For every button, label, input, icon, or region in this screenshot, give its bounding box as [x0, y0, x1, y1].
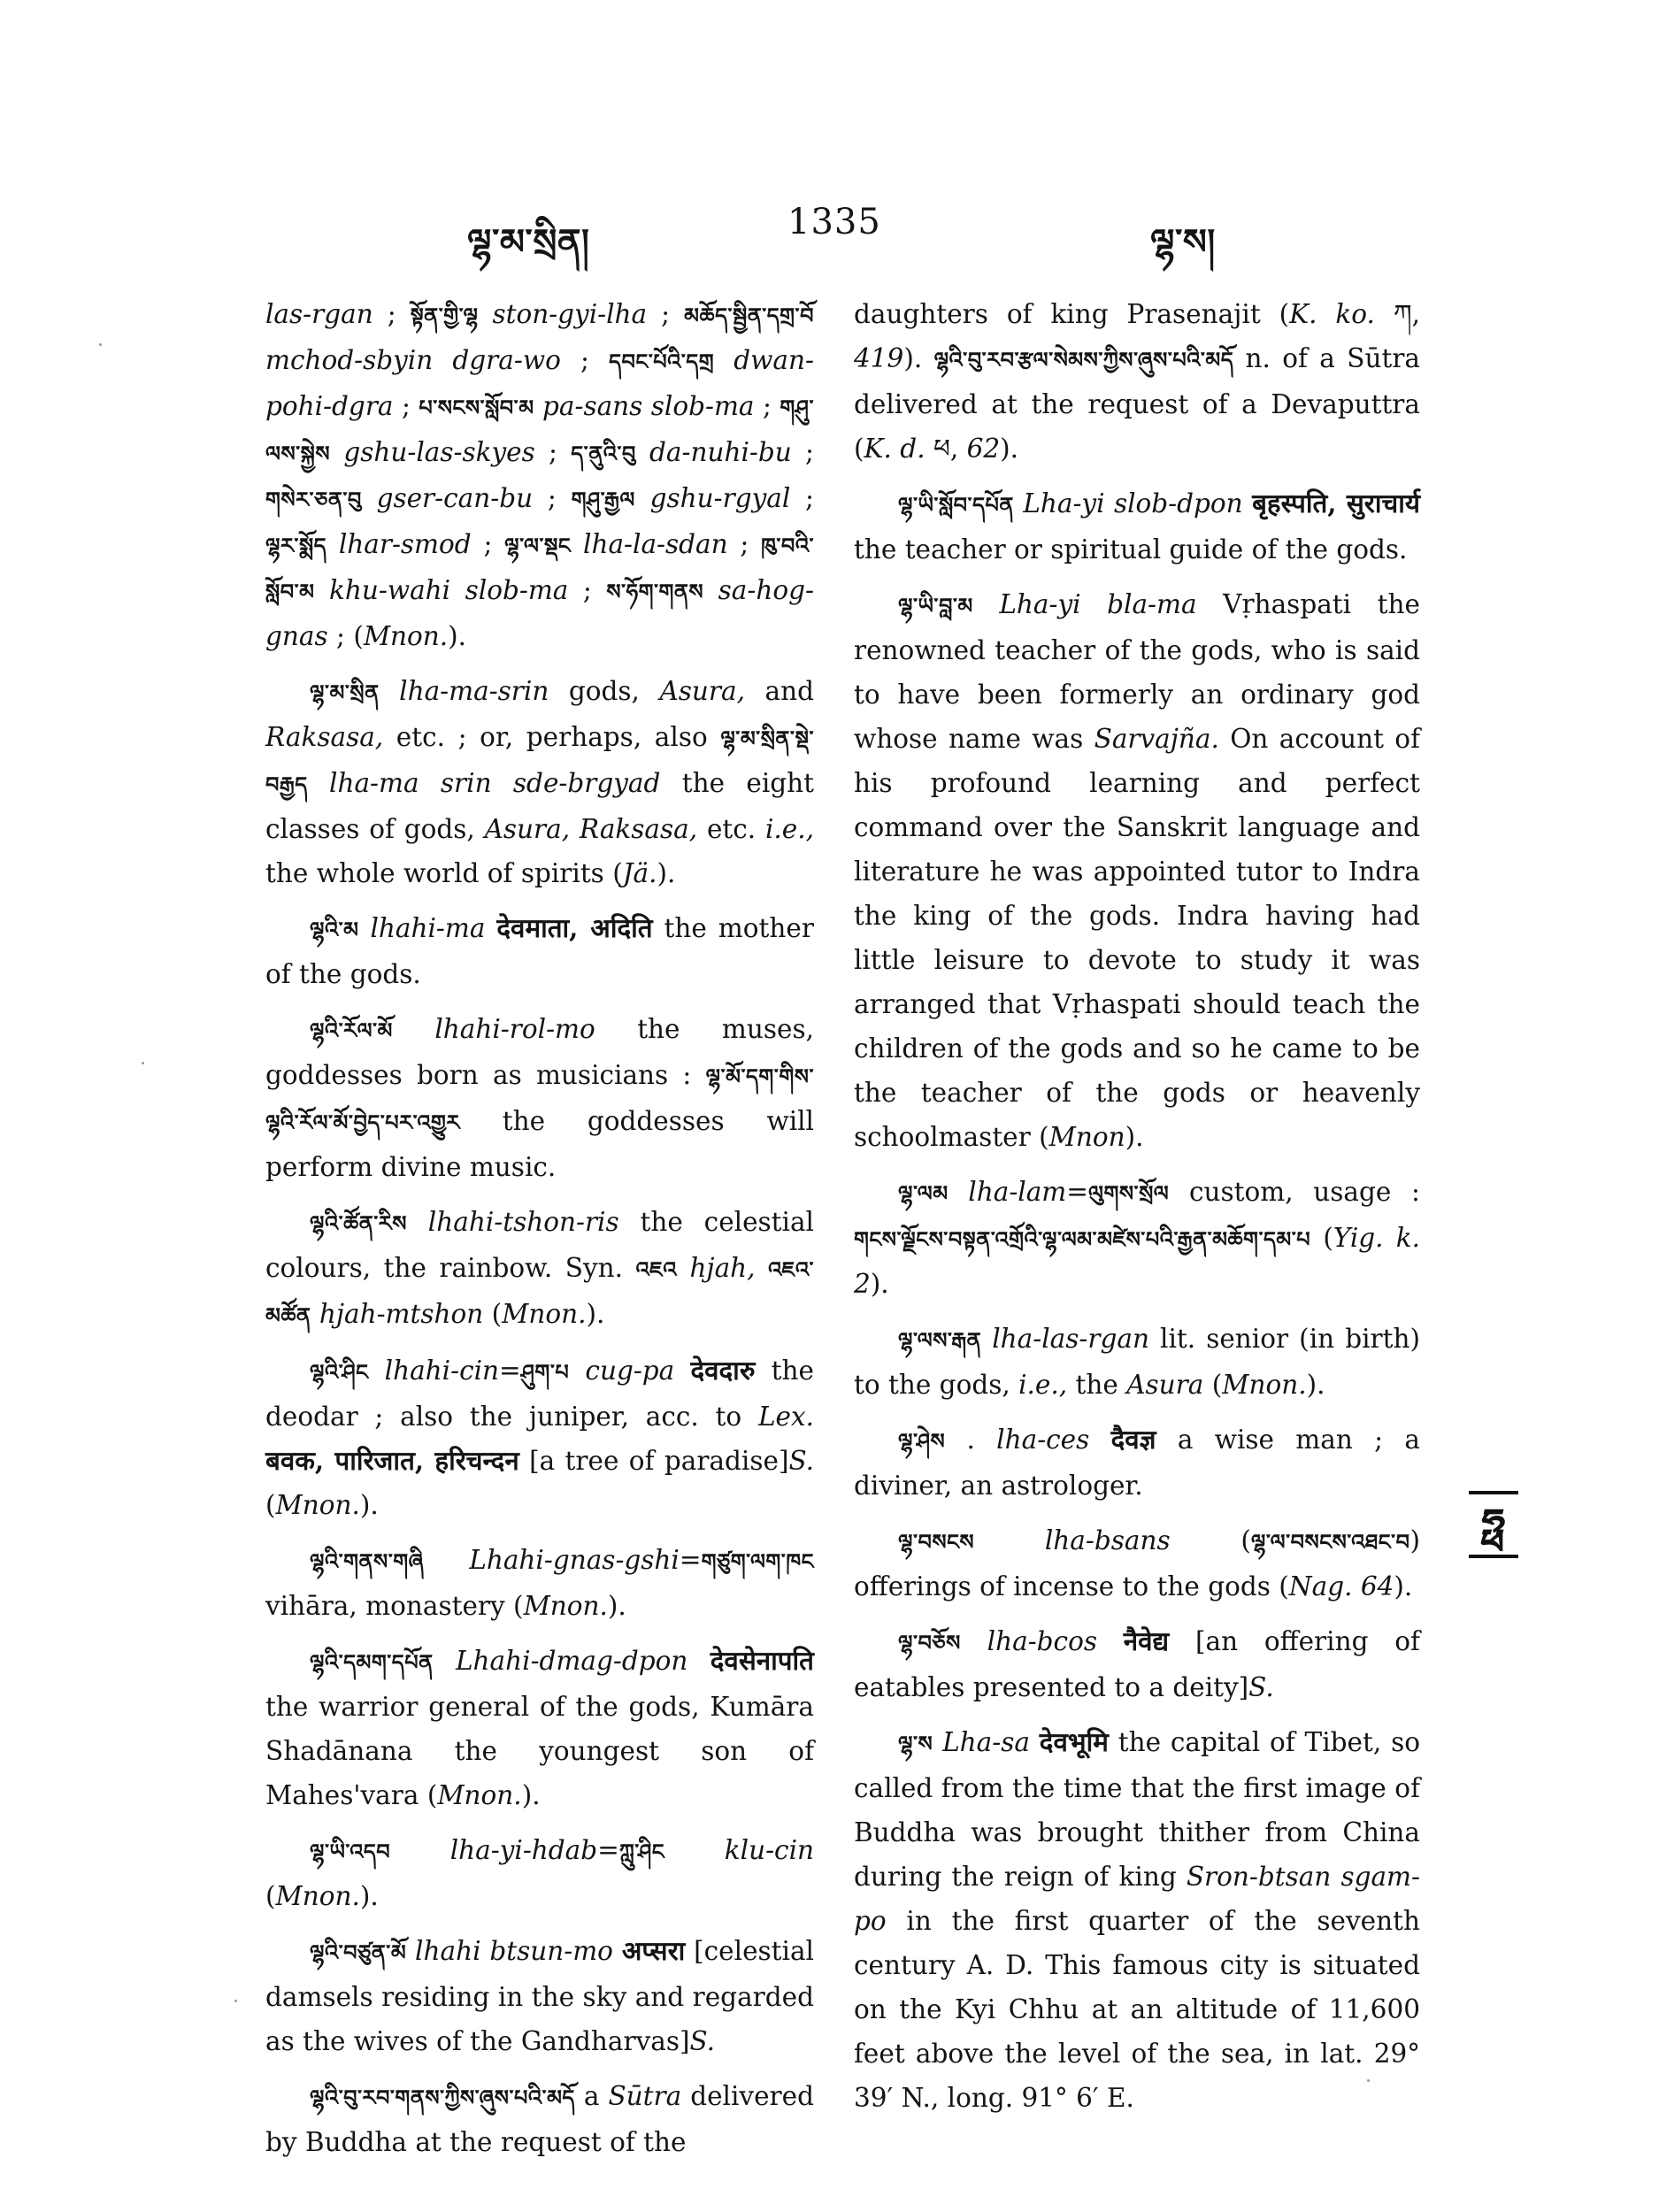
transliteration: Mnon.: [363, 621, 449, 651]
definition-text: ;: [754, 391, 780, 421]
definition-text: [368, 1356, 384, 1386]
definition-text: the warrior general of the gods, Kumāra Shadānana the youngest son of Mahes'vara (: [265, 1692, 814, 1810]
definition-text: custom, usage :: [1169, 1177, 1420, 1207]
definition-text: the goddesses will perform divine music.: [265, 1106, 814, 1182]
definition-text: (: [1170, 1525, 1251, 1555]
dictionary-entry: [265, 292, 814, 658]
sanskrit-term: बृहस्पति, सुराचार्य: [1252, 488, 1420, 518]
sanskrit-term: देवमाता, अदिति: [496, 912, 653, 943]
definition-text: the: [1067, 1370, 1127, 1400]
right-column: [854, 292, 1420, 2131]
definition-text: [534, 391, 542, 421]
transliteration: Sūtra: [608, 2081, 682, 2111]
transliteration: hjah-mtshon: [319, 1299, 484, 1329]
transliteration: ston-gyi-lha: [492, 299, 648, 329]
dictionary-entry: [854, 1170, 1420, 1306]
definition-text: the mother of the gods.: [265, 913, 814, 989]
definition-text: ;: [568, 575, 607, 605]
tibetan-headword: ས་ཧོག་གནས: [606, 580, 704, 604]
definition-text: (: [265, 1881, 276, 1911]
definition-text: ;: [471, 529, 505, 559]
definition-text: ).: [1306, 1370, 1325, 1400]
tibetan-headword: ལྷའི་དམག་དཔོན: [310, 1650, 434, 1675]
definition-text: gods,: [549, 676, 660, 706]
transliteration: gshu-las-skyes: [343, 437, 535, 467]
transliteration: Mnon: [1048, 1122, 1125, 1152]
definition-text: [311, 1299, 319, 1329]
definition-text: lit. senior (in birth) to the gods,: [854, 1324, 1420, 1400]
definition-text: [478, 299, 492, 329]
definition-text: [314, 575, 329, 605]
transliteration: Lha-yi bla-ma: [999, 589, 1197, 619]
definition-text: ).: [448, 621, 467, 651]
definition-text: ཀ,: [1374, 299, 1420, 329]
dictionary-entry: [854, 582, 1420, 1159]
tibetan-headword: ད་ནུའི་བུ: [571, 442, 636, 466]
definition-text: ) offerings of incense to the gods (: [854, 1525, 1420, 1601]
tibetan-headword: ལྷ་མོ་དག་གིས་ལྷའི་རོལ་མོ་བྱེད་པར་འགྱུར: [265, 1064, 814, 1135]
definition-text: (: [265, 1490, 276, 1520]
dictionary-entry: [854, 1518, 1420, 1609]
transliteration: lhahi-cin: [384, 1356, 500, 1386]
sanskrit-term: देवभूमि: [1039, 1726, 1109, 1757]
transliteration: Asura: [1126, 1370, 1204, 1400]
definition-text: ཕ,: [925, 434, 967, 464]
sanskrit-term: देवदारु: [690, 1355, 756, 1386]
dictionary-entry: [854, 1720, 1420, 2120]
transliteration: Mnon.: [437, 1780, 522, 1810]
transliteration: i.e.,: [764, 814, 815, 844]
transliteration: klu-cin: [724, 1835, 814, 1865]
definition-text: [569, 1356, 585, 1386]
transliteration: Asura,: [659, 676, 745, 706]
definition-text: (: [1310, 1223, 1333, 1253]
definition-text: [973, 589, 1000, 619]
dictionary-entry: [854, 1619, 1420, 1709]
definition-text: the teacher or spiritual guide of the gods.: [854, 534, 1408, 565]
definition-text: ;: [647, 299, 685, 329]
transliteration: Lha-yi slob-dpon: [1023, 488, 1243, 518]
tibetan-headword: ལྷ་བཅོས: [898, 1631, 961, 1655]
scan-speck: [99, 343, 102, 346]
tibetan-headword: མཆོད་སྦྱིན་དགྲ་བོ: [684, 303, 814, 328]
definition-text: in the first quarter of the seventh century A. D. This famous city is situated on the Kyi Chhu at an altitude of 11,600 feet above the level of the sea, in lat. 29° 39′ N., long. 91° 6′ E.: [854, 1906, 1420, 2113]
definition-text: .: [945, 1425, 997, 1455]
definition-text: (: [1203, 1370, 1223, 1400]
transliteration: Lhahi-gnas-gshi: [469, 1545, 680, 1575]
definition-text: [407, 1207, 428, 1237]
tibetan-headword: ལྷའི་མ: [310, 918, 359, 942]
transliteration: Raksasa,: [265, 722, 384, 752]
definition-text: [380, 676, 400, 706]
tibetan-headword: ལྷའི་བུ་རབ་གནས་ཀྱིས་ཞུས་པའི་མདོ: [310, 2085, 575, 2110]
definition-text: =: [679, 1545, 702, 1575]
definition-text: the deodar ; also the juniper, acc. to: [265, 1356, 814, 1432]
transliteration: S.: [689, 2026, 716, 2056]
definition-text: [1030, 1727, 1040, 1757]
transliteration: lha-ces: [996, 1425, 1090, 1455]
definition-text: [961, 1626, 987, 1656]
transliteration: las-rgan: [265, 299, 373, 329]
scan-speck: [234, 2000, 237, 2002]
definition-text: [a tree of paradise]: [518, 1446, 789, 1476]
transliteration: Lex.: [757, 1402, 814, 1432]
transliteration: Mnon.: [523, 1591, 608, 1621]
transliteration: Lhahi-dmag-dpon: [455, 1646, 688, 1676]
definition-text: [636, 437, 649, 467]
definition-text: ; (: [327, 621, 364, 651]
dictionary-entry: [265, 1828, 814, 1918]
transliteration: da-nuhi-bu: [649, 437, 792, 467]
transliteration: Jä.: [622, 858, 657, 888]
definition-text: ).: [903, 343, 934, 373]
definition-text: [677, 1253, 690, 1283]
sanskrit-term: देवसेनापति: [710, 1645, 814, 1676]
tibetan-headword: ལྷ་ཡི་བླ་མ: [898, 594, 973, 618]
definition-text: and: [744, 676, 814, 706]
transliteration: lha-lam: [968, 1177, 1067, 1207]
tibetan-headword: ལྷ་ལ་བསངས་འཐང་བ: [1250, 1530, 1410, 1555]
transliteration: dwan-pohi-dgra: [265, 345, 814, 421]
scan-speck: [1367, 2079, 1370, 2082]
tibetan-headword: སྟོན་གྱི་ལྷ: [410, 303, 479, 328]
tibetan-headword: ལྷར་སྨོད: [265, 534, 327, 558]
transliteration: Sron-btsan sgam-po: [854, 1862, 1420, 1936]
definition-text: [1097, 1626, 1124, 1656]
header-left-headword: ལྷ་མ་སྲིན།: [467, 222, 590, 263]
definition-text: vihāra, monastery (: [265, 1591, 524, 1621]
definition-text: etc.: [697, 814, 765, 844]
transliteration: lha-bcos: [987, 1626, 1097, 1656]
tibetan-headword: ལྷ་ལ་སྡང: [504, 534, 572, 558]
definition-text: ).: [359, 1881, 379, 1911]
dictionary-entry: [854, 1417, 1420, 1508]
transliteration: khu-wahi slob-ma: [329, 575, 569, 605]
transliteration: Sarvajña.: [1094, 724, 1219, 754]
definition-text: ;: [533, 483, 572, 513]
tibetan-headword: ལྷ་ཡི་སློབ་དཔོན: [898, 493, 1014, 518]
definition-text: [celestial damsels residing in the sky and regarded as the wives of the Gandharvas]: [265, 1936, 814, 2056]
definition-text: [424, 1545, 469, 1575]
definition-text: n. of a Sūtra delivered at the request of a Devaputtra (: [854, 343, 1421, 464]
definition-text: [308, 768, 329, 798]
transliteration: Nag. 64: [1288, 1571, 1394, 1601]
dictionary-entry: [265, 1929, 814, 2063]
definition-text: ).: [1000, 434, 1019, 464]
definition-text: the whole world of spirits (: [265, 858, 623, 888]
transliteration: Lha-sa: [942, 1727, 1030, 1757]
definition-text: ).: [870, 1269, 889, 1299]
dictionary-entry: [265, 1639, 814, 1817]
definition-text: [714, 345, 733, 375]
definition-text: =: [499, 1356, 521, 1386]
tibetan-headword: འཇའ་མཚོན: [265, 1257, 814, 1328]
transliteration: lhahi btsun-mo: [415, 1936, 613, 1966]
definition-text: ;: [373, 299, 411, 329]
tibetan-headword: ལྷ་ཤེས: [898, 1429, 946, 1454]
definition-text: the muses, goddesses born as musicians :: [265, 1014, 814, 1090]
dictionary-entry: [265, 906, 814, 996]
definition-text: [393, 1014, 434, 1044]
transliteration: cug-pa: [585, 1356, 675, 1386]
tibetan-headword: ལྷ་ས: [898, 1732, 933, 1756]
dictionary-entry: [265, 1200, 814, 1338]
page-number: 1335: [787, 202, 881, 242]
tibetan-headword: ལྷའི་བཙུན་མོ: [310, 1940, 407, 1965]
definition-text: ;: [790, 483, 814, 513]
definition-text: [406, 1936, 415, 1966]
definition-text: ;: [393, 391, 419, 421]
tibetan-headword: པ་སངས་སློབ་མ: [419, 396, 534, 420]
tibetan-headword: ལྷའི་ཤིང: [310, 1360, 369, 1385]
transliteration: lhar-smod: [338, 529, 472, 559]
transliteration: mchod-sbyin dgra-wo: [265, 345, 561, 375]
definition-text: [an offering of eatables presented to a deity]: [854, 1626, 1420, 1702]
definition-text: a: [574, 2081, 609, 2111]
transliteration: hjah,: [689, 1253, 756, 1283]
transliteration: pa-sans slob-ma: [542, 391, 755, 421]
definition-text: [362, 483, 377, 513]
dictionary-entry: [854, 1317, 1420, 1407]
transliteration: gser-can-bu: [376, 483, 534, 513]
definition-text: ;: [791, 437, 814, 467]
definition-text: the celestial colours, the rainbow. Syn.: [265, 1207, 814, 1283]
transliteration: S.: [788, 1446, 815, 1476]
transliteration: lhahi-tshon-ris: [427, 1207, 619, 1237]
dictionary-entry: [265, 669, 814, 895]
transliteration: lha-bsans: [1044, 1525, 1171, 1555]
transliteration: lha-ma srin sde-brgyad: [329, 768, 661, 798]
definition-text: ).: [657, 858, 676, 888]
tibetan-headword: ལྷའི་བུ་རབ་རྩལ་སེམས་ཀྱིས་ཞུས་པའི་མདོ: [933, 348, 1234, 373]
tibetan-headword: ལྷ་ལམ: [898, 1181, 949, 1206]
definition-text: ).: [607, 1591, 626, 1621]
definition-text: (: [483, 1299, 503, 1329]
transliteration: lha-las-rgan: [992, 1324, 1149, 1354]
definition-text: [703, 575, 718, 605]
definition-text: delivered by Buddha at the request of the: [265, 2081, 814, 2157]
definition-text: On account of his profound learning and perfect command over the Sanskrit language and literature he was appointed tutor to Indra the king of the gods. Indra having had little leisure to devote to study it was arranged that Vṛhaspati should teach the children of the gods and so he came to be the teacher of the gods or heavenly schoolmaster (: [854, 724, 1420, 1152]
sanskrit-term: अप्सरा: [621, 1935, 686, 1966]
definition-text: [664, 1835, 725, 1865]
definition-text: the eight classes of gods,: [265, 768, 815, 844]
definition-text: [687, 1646, 710, 1676]
definition-text: =: [1066, 1177, 1089, 1207]
transliteration: lhahi-rol-mo: [434, 1014, 595, 1044]
transliteration: lha-yi-hdab: [449, 1835, 598, 1865]
definition-text: [949, 1177, 969, 1207]
transliteration: Mnon.: [275, 1490, 360, 1520]
definition-text: etc. ; or, perhaps, also: [383, 722, 721, 752]
definition-text: ;: [560, 345, 610, 375]
definition-text: [635, 483, 650, 513]
definition-text: ).: [359, 1490, 379, 1520]
definition-text: [613, 1936, 622, 1966]
definition-text: [933, 1727, 942, 1757]
tibetan-headword: གངས་ལྗོངས་བསྟན་འགྲོའི་ལྷ་ལམ་མཛེས་པའི་རྒྱན་མཆོག་དམ་པ: [854, 1227, 1311, 1252]
tibetan-headword: ཁུ་བའི་སློབ་མ: [265, 534, 814, 604]
tibetan-headword: ལྷའི་གནས་གཞི: [310, 1549, 424, 1574]
tibetan-headword: གཙུག་ལག་ཁང: [701, 1549, 814, 1574]
definition-text: [571, 529, 583, 559]
tibetan-headword: ཀླུ་ཤིང: [618, 1839, 665, 1864]
definition-text: [674, 1356, 690, 1386]
dictionary-entry: [265, 1348, 814, 1527]
definition-text: ).: [1394, 1571, 1413, 1601]
definition-text: [756, 1253, 769, 1283]
transliteration: lhahi-ma: [370, 913, 486, 943]
left-column: [265, 292, 814, 2175]
transliteration: Yig. k. 2: [854, 1223, 1420, 1299]
transliteration: Mnon.: [1222, 1370, 1307, 1400]
dictionary-entry: [265, 2074, 814, 2164]
definition-text: [434, 1646, 456, 1676]
tibetan-headword: ལྷ་ཡི་འདབ: [310, 1839, 391, 1864]
transliteration: lha-ma-srin: [399, 676, 549, 706]
definition-text: ;: [534, 437, 572, 467]
tibetan-headword: དབང་པོའི་དགྲ: [609, 349, 715, 374]
tibetan-headword: གསེར་ཅན་བུ: [265, 488, 362, 512]
transliteration: Mnon.: [502, 1299, 587, 1329]
tibetan-headword: ལྷ་ལས་རྒན: [898, 1328, 982, 1353]
definition-text: [330, 437, 343, 467]
definition-text: [485, 913, 496, 943]
definition-text: [358, 913, 370, 943]
tibetan-headword: ལྷའི་རོལ་མོ: [310, 1018, 393, 1043]
transliteration: 62: [966, 434, 1001, 464]
definition-text: Vṛhaspati the renowned teacher of the gods, who is said to have been formerly an ordinary god whose name was: [854, 589, 1420, 754]
header-right-headword: ལྷ་ས།: [1150, 222, 1216, 263]
tibetan-headword: ལྷ་མ་སྲིན་སྡེ་བརྒྱད: [265, 726, 814, 797]
definition-text: daughters of king Prasenajit (: [854, 299, 1290, 329]
sanskrit-term: बवक, पारिजात, हरिचन्दन: [265, 1445, 519, 1476]
definition-text: [390, 1835, 450, 1865]
transliteration: K. d.: [864, 434, 926, 464]
transliteration: K. ko.: [1289, 299, 1375, 329]
transliteration: S.: [1248, 1672, 1274, 1702]
dictionary-entry: [265, 1538, 814, 1628]
definition-text: ).: [1125, 1122, 1144, 1152]
tibetan-headword: ལྷ་བསངས: [898, 1530, 975, 1555]
page-header: [265, 202, 1416, 264]
definition-text: [974, 1525, 1045, 1555]
transliteration: Mnon.: [275, 1881, 360, 1911]
sanskrit-term: दैवज्ञ: [1110, 1424, 1156, 1455]
tibetan-headword: གཤུ་ལས་སྐྱེས: [265, 396, 814, 466]
dictionary-entry: [854, 481, 1420, 572]
definition-text: ;: [727, 529, 762, 559]
transliteration: sa-hog-gnas: [265, 575, 814, 651]
scan-speck: [142, 1062, 144, 1064]
definition-text: ).: [586, 1299, 605, 1329]
tibetan-headword: ལྷ་མ་སྲིན: [310, 680, 380, 705]
transliteration: gshu-rgyal: [649, 483, 791, 513]
definition-text: =: [597, 1835, 619, 1865]
definition-text: ).: [521, 1780, 541, 1810]
transliteration: Asura, Raksasa,: [484, 814, 698, 844]
tibetan-headword: ལུགས་སྲོལ: [1088, 1181, 1170, 1206]
definition-text: [326, 529, 339, 559]
tibetan-headword: ཤུག་པ: [520, 1360, 570, 1385]
transliteration: lha-la-sdan: [583, 529, 728, 559]
definition-text: [1243, 488, 1252, 518]
definition-text: [1089, 1425, 1110, 1455]
definition-text: the capital of Tibet, so called from the time that the first image of Buddha was brought thither from China during the reign of king: [854, 1727, 1420, 1892]
tibetan-headword: གཤུ་རྒྱལ: [571, 488, 635, 512]
definition-text: [1014, 488, 1023, 518]
tibetan-headword: ལྷའི་ཚོན་རིས: [310, 1211, 407, 1236]
transliteration: 419: [854, 343, 904, 373]
dictionary-entry: [265, 1007, 814, 1189]
definition-text: [981, 1324, 992, 1354]
margin-section-mark: ཧྥ: [1469, 1491, 1518, 1558]
tibetan-headword: འཇའ: [635, 1257, 677, 1282]
definition-text: a wise man ; a diviner, an astrologer.: [854, 1425, 1420, 1501]
sanskrit-term: नैवेद्य: [1123, 1625, 1170, 1656]
transliteration: i.e.,: [1018, 1370, 1068, 1400]
dictionary-entry: [854, 292, 1420, 471]
